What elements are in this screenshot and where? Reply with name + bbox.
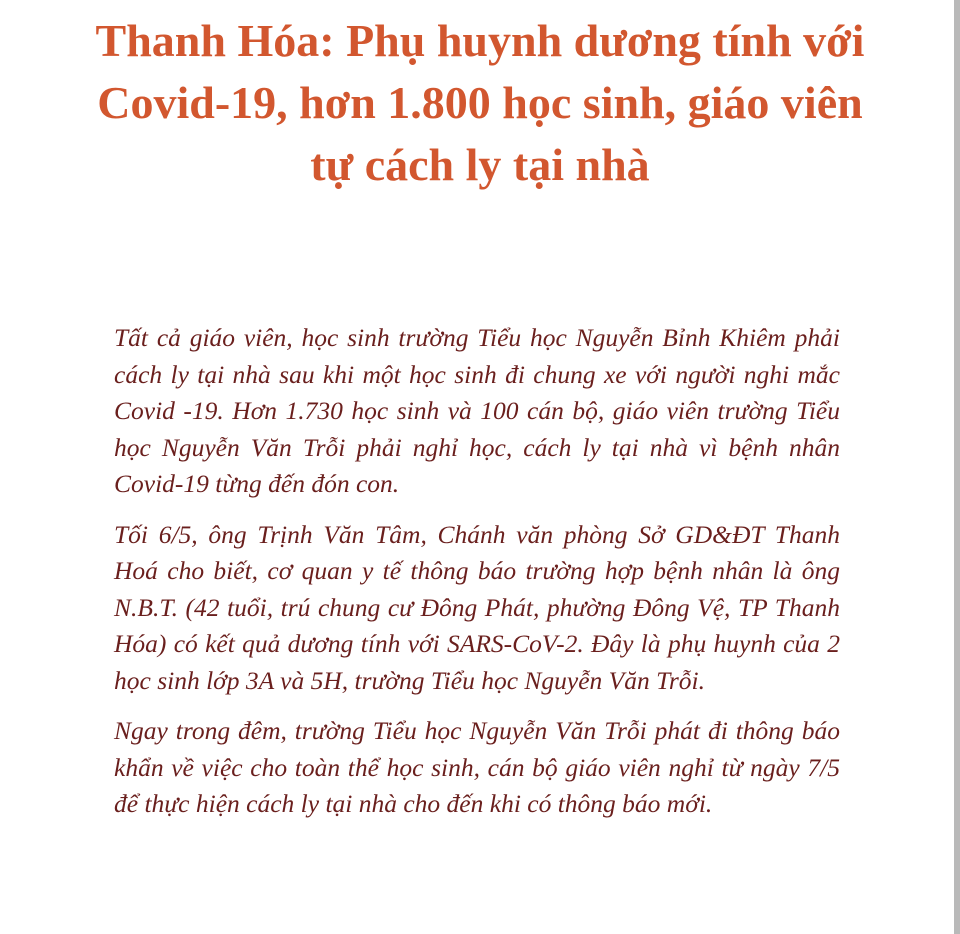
page-edge-divider — [954, 0, 960, 934]
paragraph-2: Tối 6/5, ông Trịnh Văn Tâm, Chánh văn phòng Sở GD&ĐT Thanh Hoá cho biết, cơ quan y tế thông báo trường hợp bệnh nhân là ông N.B.T. (42 tuổi, trú chung cư Đông Phát, phường Đông Vệ, TP Thanh Hóa) có kết quả dương tính với SARS-CoV-2. Đây là phụ huynh của 2 học sinh lớp 3A và 5H, trường Tiểu học Nguyễn Văn Trỗi. — [114, 519, 840, 695]
article-title: Thanh Hóa: Phụ huynh dương tính với Covid-19, hơn 1.800 học sinh, giáo viên tự cách ly tại nhà — [95, 15, 865, 190]
article-body — [114, 320, 840, 837]
paragraph-lead: Tất cả giáo viên, học sinh trường Tiểu học Nguyễn Bỉnh Khiêm phải cách ly tại nhà sau khi một học sinh đi chung xe với người nghi mắc Covid -19. Hơn 1.730 học sinh và 100 cán bộ, giáo viên trường Tiểu học Nguyễn Văn Trỗi phải nghỉ học, cách ly tại nhà vì bệnh nhân Covid-19 từng đến đón con. — [114, 323, 840, 498]
paragraph-3: Ngay trong đêm, trường Tiểu học Nguyễn Văn Trỗi phát đi thông báo khẩn về việc cho toàn thể học sinh, cán bộ giáo viên nghỉ từ ngày 7/5 để thực hiện cách ly tại nhà cho đến khi có thông báo mới. — [114, 716, 840, 818]
